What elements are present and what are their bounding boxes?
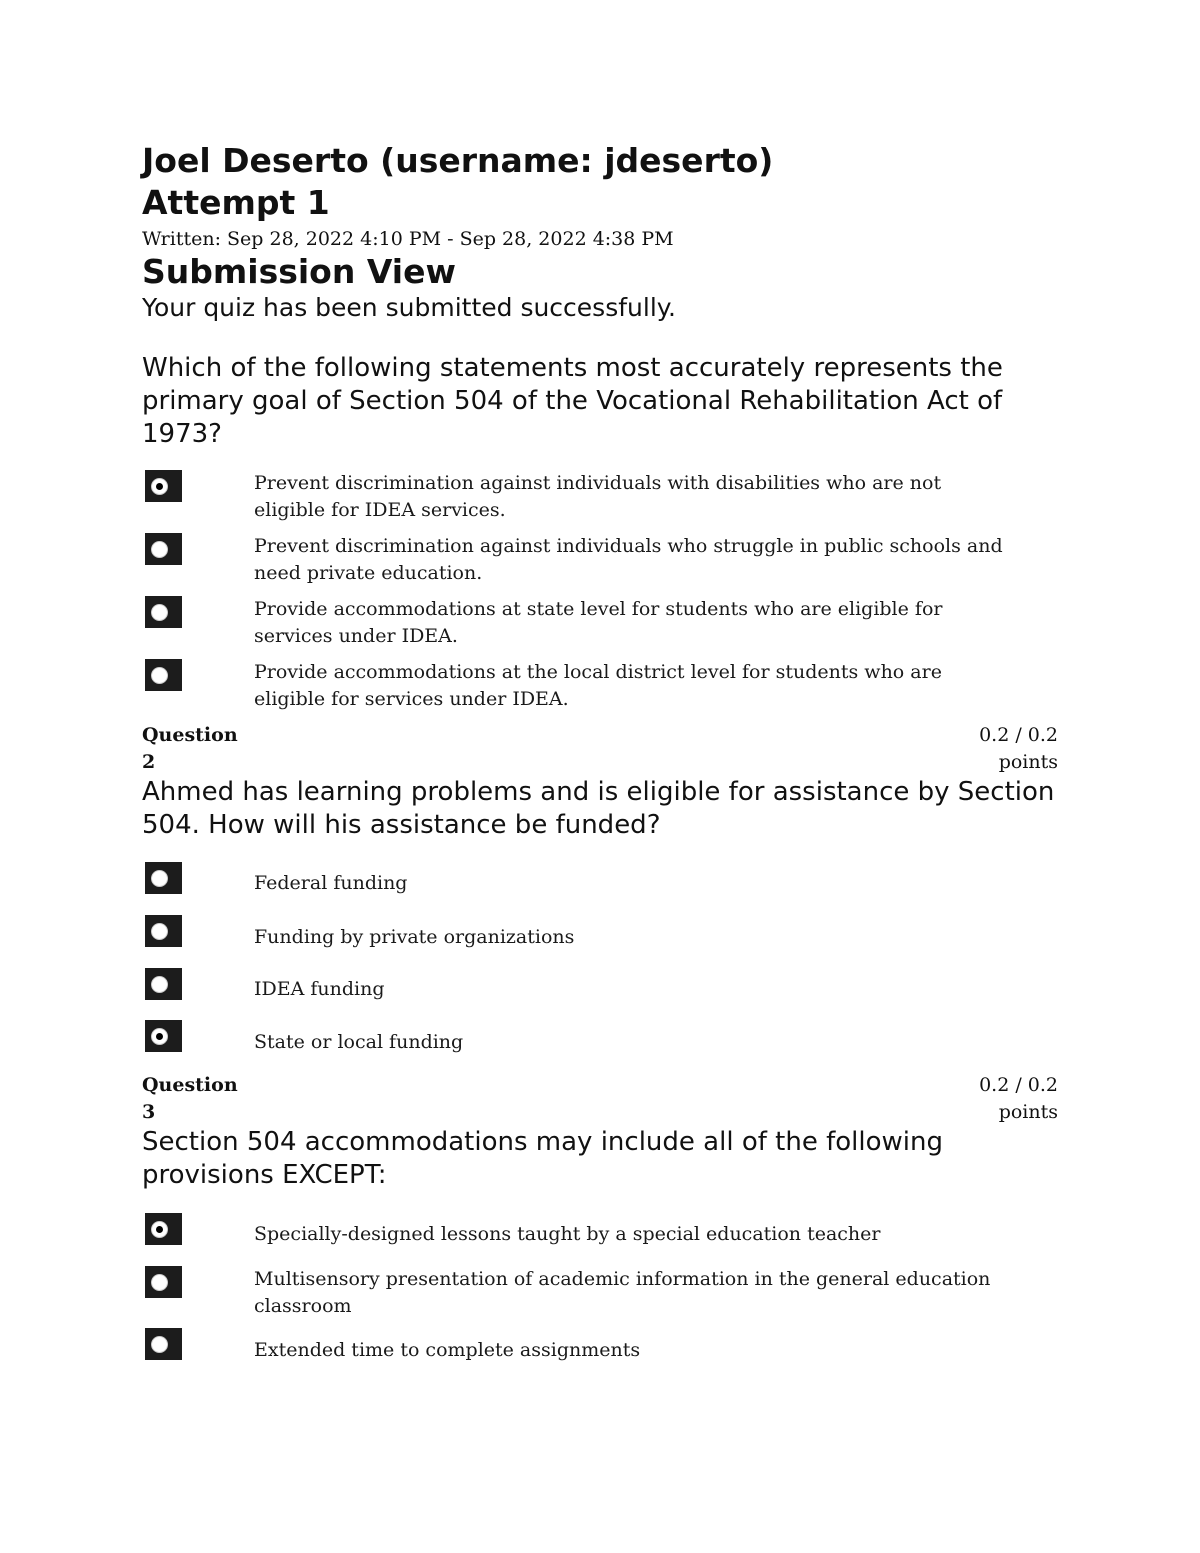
radio-dot-icon [151, 870, 168, 887]
answer-text: Provide accommodations at state level for students who are eligible for services under IDEA. [254, 598, 943, 647]
radio-button[interactable] [145, 1328, 182, 1360]
radio-dot-icon [151, 1221, 168, 1238]
radio-dot-icon [151, 976, 168, 993]
answer-text: Specially-designed lessons taught by a special education teacher [254, 1223, 881, 1245]
question-2-header [142, 722, 1058, 774]
radio-dot-icon [151, 541, 168, 558]
question-3-header [142, 1072, 1058, 1124]
answer-text: Extended time to complete assignments [254, 1339, 641, 1361]
submission-view-heading: Submission View [142, 252, 456, 291]
radio-dot-icon [151, 923, 168, 940]
question-score: 0.2 / 0.2 points [979, 724, 1058, 773]
attempt-title: Attempt 1 [142, 183, 330, 222]
radio-dot-icon [151, 604, 168, 621]
question-2-text: Ahmed has learning problems and is eligible for assistance by Section 504. How will his assistance be funded? [142, 777, 1055, 840]
radio-button[interactable] [145, 862, 182, 894]
user-title: Joel Deserto (username: jdeserto) [142, 141, 774, 180]
radio-button[interactable] [145, 968, 182, 1000]
radio-button[interactable] [145, 1213, 182, 1245]
radio-dot-icon [151, 478, 168, 495]
radio-button[interactable] [145, 1020, 182, 1052]
question-3-text: Section 504 accommodations may include all of the following provisions EXCEPT: [142, 1127, 943, 1190]
question-label: Question 3 [142, 1074, 238, 1123]
radio-dot-icon [151, 1028, 168, 1045]
answer-text: Funding by private organizations [254, 926, 575, 948]
radio-dot-icon [151, 667, 168, 684]
radio-dot-icon [151, 1274, 168, 1291]
answer-text: State or local funding [254, 1031, 464, 1053]
radio-button[interactable] [145, 470, 182, 502]
answer-text: Prevent discrimination against individuals with disabilities who are not eligible for IDEA services. [254, 472, 942, 521]
success-message: Your quiz has been submitted successfully. [142, 293, 676, 322]
answer-text: Federal funding [254, 872, 408, 894]
question-label: Question 2 [142, 724, 238, 773]
radio-button[interactable] [145, 1266, 182, 1298]
question-1-text: Which of the following statements most accurately represents the primary goal of Section 504 of the Vocational Rehabilitation Act of 1973? [142, 353, 1003, 449]
written-timestamp: Written: Sep 28, 2022 4:10 PM - Sep 28, 2022 4:38 PM [142, 228, 674, 250]
answer-text: Multisensory presentation of academic information in the general education classroom [254, 1268, 991, 1317]
question-score: 0.2 / 0.2 points [979, 1074, 1058, 1123]
answer-text: Prevent discrimination against individuals who struggle in public schools and need private education. [254, 535, 1003, 584]
radio-button[interactable] [145, 915, 182, 947]
radio-button[interactable] [145, 659, 182, 691]
answer-text: IDEA funding [254, 978, 385, 1000]
radio-dot-icon [151, 1336, 168, 1353]
radio-button[interactable] [145, 596, 182, 628]
answer-text: Provide accommodations at the local district level for students who are eligible for services under IDEA. [254, 661, 942, 710]
radio-button[interactable] [145, 533, 182, 565]
